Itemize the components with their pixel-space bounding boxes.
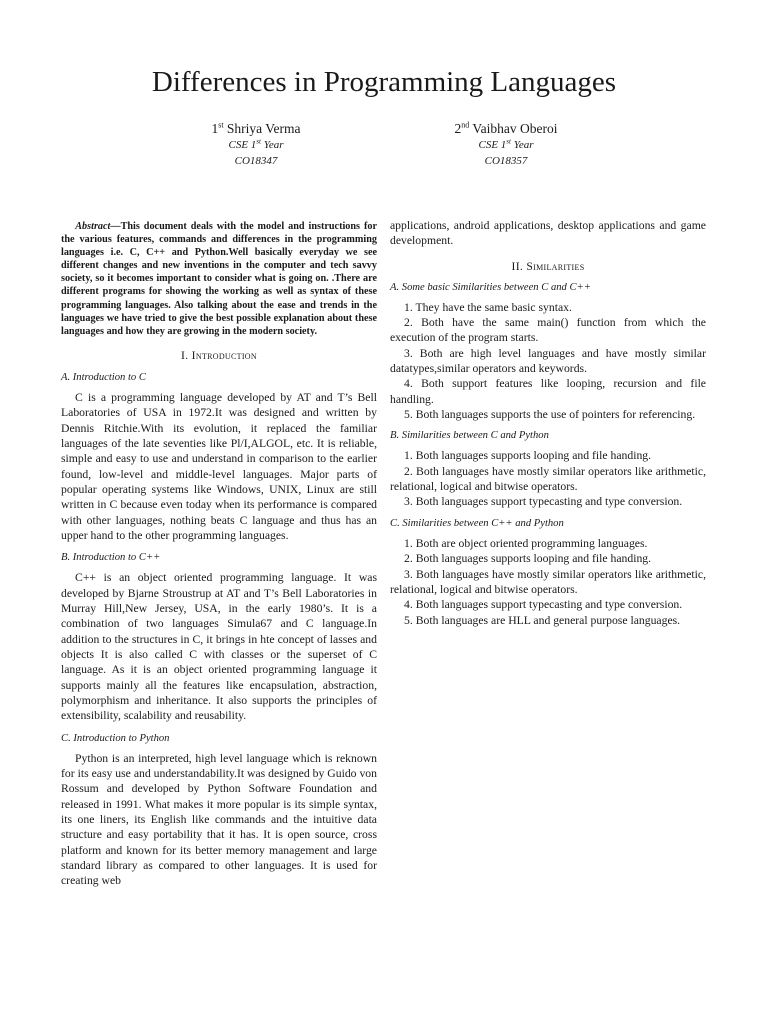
right-column [390, 218, 706, 628]
author-ordinal: 1 [211, 121, 219, 136]
author-ordinal-suffix: st [218, 120, 224, 130]
subsection-heading-sim-c-python: B. Similarities between C and Python [390, 430, 549, 442]
author-department: CSE 1st Year [228, 137, 284, 151]
list-item: 1. Both are object oriented programming languages. [404, 536, 648, 550]
list-item: 5. Both languages are HLL and general purpose languages. [404, 613, 681, 627]
paragraph-intro-python-continued: applications, android applications, desktop applications and game development. [390, 219, 706, 248]
paragraph-intro-python: Python is an interpreted, high level language which is reknown for its easy use and understandability.It was designed by Guido von Rossum and developed by Python Software Foundation and released in 1991. What makes it more popular is its simple syntax, its one liners, its English like commands and the intuitive data structure and easy portability that it has. It is open source, cross platform and known for its better memory management and large standard library as compared to other languages. It is used for creating web [61, 751, 377, 888]
left-column [61, 218, 377, 889]
list-item: 2. Both languages supports looping and file handing. [404, 552, 652, 566]
list-item: 3. Both languages support typecasting and type conversion. [404, 495, 683, 509]
list-item: 5. Both languages supports the use of pointers for referencing. [404, 408, 696, 422]
abstract-text: —This document deals with the model and instructions for the various features, commands and differences in the programming languages i.e. C, C++ and Python.Well basically everyday we see different changes and new inventions in the computer and tech savvy society, so it becomes important to consider what is going on. .There are different programs for showing the working as well as syntax of these programming languages. Also talking about the ease and trends in the languages we have tried to give the best possible explanation about these languages and how they are growing in the modern society. [61, 221, 377, 337]
abstract-label: Abstract [75, 221, 111, 232]
list-item: 4. Both languages support typecasting and type conversion. [404, 598, 683, 612]
paragraph-intro-c: C is a programming language developed by AT and T’s Bell Laboratories of USA in 1972.It was designed and written by Dennis Ritchie.With its evolution, it replaced the familiar languages of the late seventies like Pl/I,ALGOL, etc. It is reliable, simple and easy to use and understand in comparison to the earlier found, low-level and middle-level languages. Major parts of popular operating systems like Windows, UNIX, Linux are still written in C because even today when its performance is compared with other languages, nothing beats C language and thus has an upper hand to the other programming languages. [61, 390, 377, 542]
list-item: 3. Both are high level languages and have mostly similar datatypes,similar operators and keywords. [390, 346, 706, 376]
list-item: 2. Both languages have mostly similar operators like arithmetic, relational, logical and bitwise operators. [390, 464, 706, 494]
list-item: 3. Both languages have mostly similar operators like arithmetic, relational, logical and bitwise operators. [390, 567, 706, 596]
subsection-heading-sim-cpp-python: C. Similarities between C++ and Python [390, 517, 564, 529]
author-block-1 [136, 120, 376, 169]
abstract [61, 220, 377, 338]
subsection-heading-intro-python: C. Introduction to Python [61, 732, 170, 744]
author-name-line [386, 120, 626, 137]
subsection-heading-intro-cpp: B. Introduction to C++ [61, 552, 161, 564]
author-name-line [136, 120, 376, 137]
author-roll: CO18357 [484, 155, 528, 167]
list-item: 1. They have the same basic syntax. [404, 300, 572, 314]
author-ordinal-suffix: nd [461, 120, 470, 130]
section-heading-similarities: II. Similarities [511, 259, 585, 273]
list-item: 4. Both support features like looping, recursion and file handling. [390, 377, 706, 406]
author-roll: CO18347 [234, 155, 278, 167]
author-block-2 [386, 120, 626, 169]
list-item: 2. Both have the same main() function from which the execution of the program starts. [390, 316, 706, 345]
subsection-heading-sim-c-cpp: A. Some basic Similarities between C and C++ [390, 281, 591, 293]
paper-title: Differences in Programming Languages [151, 66, 617, 98]
subsection-heading-intro-c: A. Introduction to C [61, 371, 146, 383]
section-heading-introduction: I. Introduction [181, 348, 257, 362]
list-item: 1. Both languages supports looping and file handing. [404, 449, 652, 463]
paragraph-intro-cpp: C++ is an object oriented programming language. It was developed by Bjarne Stroustrup at AT and T’s Bell Laboratories in Murray Hill,New Jersey, USA, in the early 1980’s. It is a combination of two languages Simula67 and C language.In addition to the structures in C, it brings in hte concept of lasses and objects It is also called C with classes or the superset of C language. As it is an object oriented programming language it supports mainly all the features like encapsulation, abstraction, polymorphism and inheritance. It also supports the principles of extensibility, scalability and reusability. [61, 571, 377, 723]
author-name: Vaibhav Oberoi [472, 121, 558, 136]
author-name: Shriya Verma [226, 121, 301, 136]
author-department: CSE 1st Year [478, 137, 534, 151]
author-ordinal: 2 [454, 121, 462, 136]
